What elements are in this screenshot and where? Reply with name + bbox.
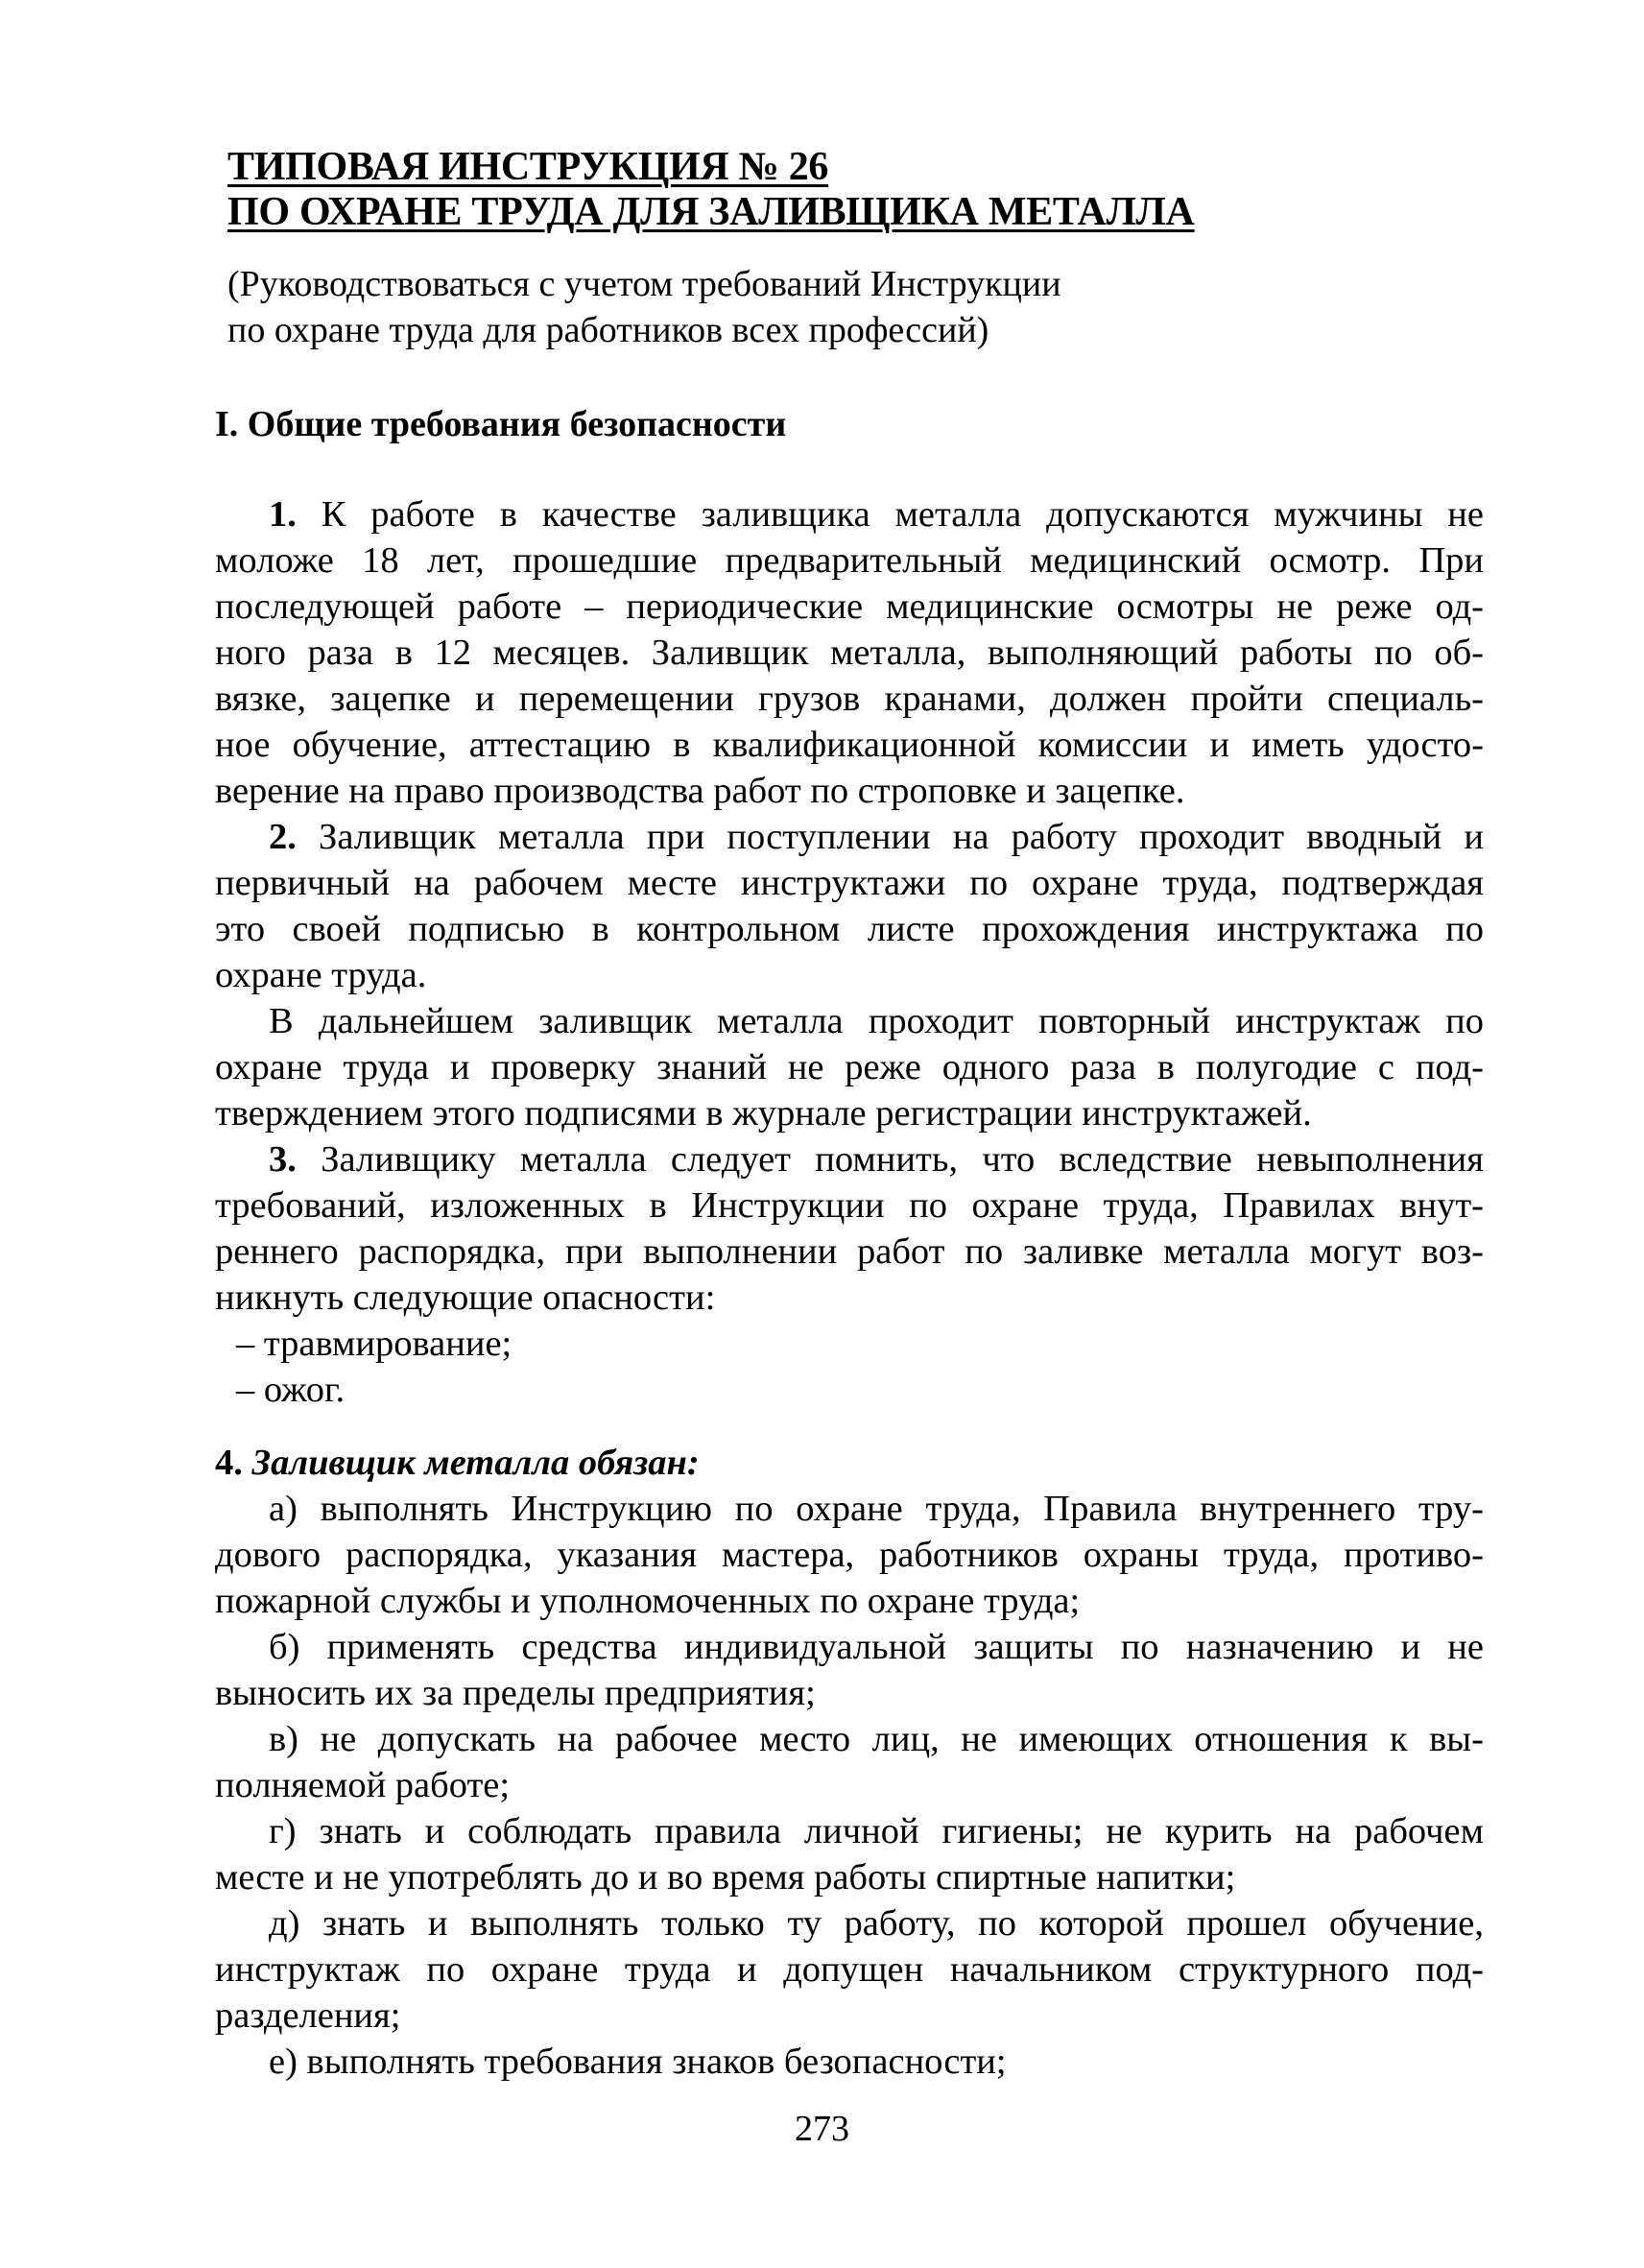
paragraph-2-line (215, 814, 1484, 860)
duty-line: д) знать и выполнять только ту работу, по которой прошел обучение, (269, 1903, 1484, 1944)
paragraph-number: 2. (269, 817, 297, 857)
subtitle-line-2: по охране труда для работников всех профессий) (227, 310, 989, 350)
paragraph-2b-line: В дальнейшем заливщик металла проходит повторный инструктаж по (269, 1001, 1484, 1041)
paragraph-2-line: охране труда. (215, 955, 427, 995)
paragraph-number: 1. (269, 494, 297, 535)
text: Заливщику металла следует помнить, что вследствие невыполнения (296, 1139, 1484, 1180)
duty-line: е) выполнять требования знаков безопасности; (269, 2041, 1007, 2082)
paragraph-number: 3. (269, 1139, 297, 1180)
document-title-line-2: ПО ОХРАНЕ ТРУДА ДЛЯ ЗАЛИВЩИКА МЕТАЛЛА (227, 190, 1195, 234)
paragraph-2b-line: тверждением этого подписями в журнале регистрации инструктажей. (215, 1093, 1312, 1134)
document-title-line-1: ТИПОВАЯ ИНСТРУКЦИЯ № 26 (227, 145, 829, 189)
duty-line: месте и не употреблять до и во время работы спиртные напитки; (215, 1857, 1236, 1898)
paragraph-2b-line: охране труда и проверку знаний не реже одного раза в полугодие с под- (215, 1047, 1484, 1087)
paragraph-1-line: вязке, зацепке и перемещении грузов кранами, должен пройти специаль- (215, 679, 1484, 719)
paragraph-1-line (215, 491, 1484, 537)
body-text-part-1 (215, 491, 1484, 1413)
duty-line: выносить их за пределы предприятия; (215, 1673, 816, 1713)
paragraph-2-line: это своей подписью в контрольном листе прохождения инструктажа по (215, 909, 1484, 949)
text: К работе в качестве заливщика металла допускаются мужчины не (296, 494, 1484, 535)
paragraph-1-line: последующей работе – периодические медицинские осмотры не реже од- (215, 586, 1484, 627)
paragraph-3-line: реннего распорядка, при выполнении работ по заливке металла могут воз- (215, 1231, 1484, 1272)
paragraph-1-line: ное обучение, аттестацию в квалификационной комиссии и иметь удосто- (215, 725, 1484, 765)
hazard-item: – травмирование; (236, 1324, 512, 1364)
subtitle-line-1: (Руководствоваться с учетом требований Инструкции (227, 264, 1061, 304)
text: Заливщик металла при поступлении на работу проходит вводный и (296, 817, 1484, 857)
section-heading: I. Общие требования безопасности (215, 404, 787, 444)
duty-line: г) знать и соблюдать правила личной гигиены; не курить на рабочем (269, 1811, 1484, 1851)
paragraph-2-line: первичный на рабочем месте инструктажи по охране труда, подтверждая (215, 863, 1484, 903)
hazard-item: – ожог. (236, 1370, 345, 1410)
duty-line: дового распорядка, указания мастера, работников охраны труда, противо- (215, 1535, 1484, 1575)
duty-line: в) не допускать на рабочее место лиц, не имеющих отношения к вы- (269, 1719, 1484, 1759)
paragraph-number: 4. (215, 1443, 243, 1483)
duty-line: а) выполнять Инструкцию по охране труда, Правила внутреннего тру- (269, 1489, 1484, 1529)
text: Заливщик металла обязан: (242, 1443, 700, 1483)
duty-line: полняемой работе; (215, 1765, 511, 1805)
duty-line: разделения; (215, 1995, 401, 2036)
paragraph-1-line: ного раза в 12 месяцев. Заливщик металла, выполняющий работы по об- (215, 633, 1484, 673)
duty-line: пожарной службы и уполномоченных по охране труда; (215, 1581, 1081, 1621)
paragraph-3-line: требований, изложенных в Инструкции по охране труда, Правилах внут- (215, 1185, 1484, 1226)
duty-line: б) применять средства индивидуальной защиты по назначению и не (269, 1627, 1484, 1667)
paragraph-1-line: верение на право производства работ по строповке и зацепке. (215, 771, 1185, 811)
paragraph-3-line: никнуть следующие опасности: (215, 1277, 716, 1318)
paragraph-1-line: моложе 18 лет, прошедшие предварительный медицинский осмотр. При (215, 540, 1484, 581)
paragraph-3-line (215, 1136, 1484, 1182)
page-number: 273 (795, 2109, 849, 2149)
body-text-part-2 (215, 1440, 1484, 2085)
duty-line: инструктаж по охране труда и допущен начальником структурного под- (215, 1949, 1484, 1990)
paragraph-4-heading (215, 1440, 1484, 1486)
